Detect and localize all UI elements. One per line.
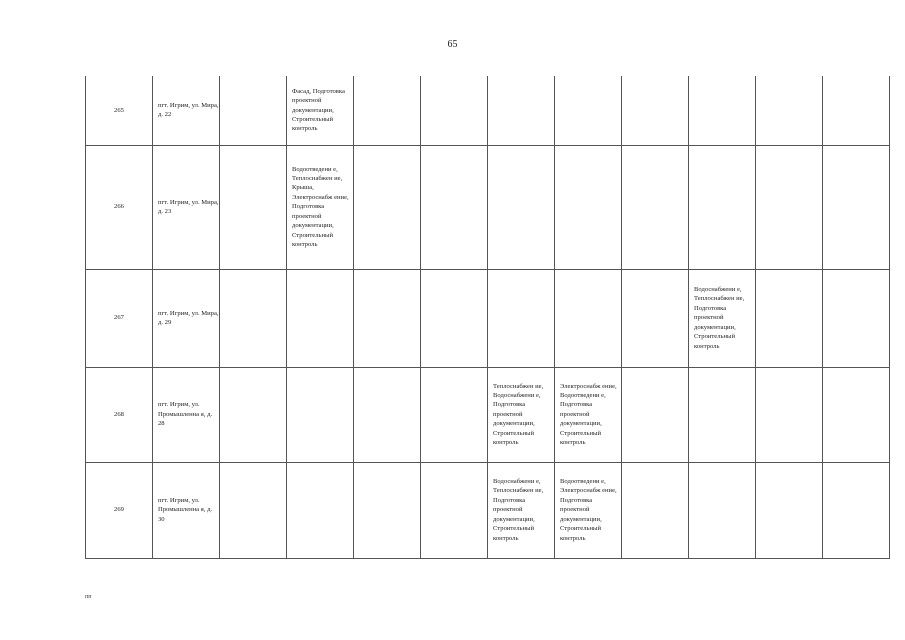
work-cell — [220, 76, 287, 145]
work-cell — [354, 269, 421, 367]
work-cell — [756, 76, 823, 145]
work-cell — [555, 269, 622, 367]
work-cell — [354, 367, 421, 462]
work-cell — [622, 145, 689, 269]
work-cell — [555, 145, 622, 269]
work-cell — [756, 269, 823, 367]
work-cell — [756, 462, 823, 558]
work-cell — [823, 145, 890, 269]
work-cell — [488, 76, 555, 145]
row-number: 266 — [86, 145, 153, 269]
work-cell — [421, 145, 488, 269]
work-cell — [220, 462, 287, 558]
work-cell — [689, 367, 756, 462]
work-cell — [421, 76, 488, 145]
table-row — [86, 145, 890, 269]
page-number: 65 — [447, 39, 458, 50]
work-cell — [756, 145, 823, 269]
table-row — [86, 367, 890, 462]
work-cell: Водоснабжени е, Теплоснабжен ие, Подготовка проектной документации, Строительный контроль — [689, 269, 756, 367]
table-row — [86, 462, 890, 558]
work-cell — [220, 367, 287, 462]
work-cell — [354, 76, 421, 145]
work-cell — [622, 76, 689, 145]
work-cell — [220, 145, 287, 269]
work-cell — [756, 367, 823, 462]
address-cell: пгт. Игрим, ул. Промышленна я, д. 30 — [153, 462, 220, 558]
work-cell — [689, 462, 756, 558]
work-cell — [354, 462, 421, 558]
work-cell: Электроснабж ение, Водоотведени е, Подготовка проектной документации, Строительный контроль — [555, 367, 622, 462]
work-cell — [354, 145, 421, 269]
work-cell — [421, 367, 488, 462]
address-cell: пгт. Игрим, ул. Мира, д. 23 — [153, 145, 220, 269]
work-cell: Водоотведени е, Теплоснабжен ие, Крыша, Электроснабж ение, Подготовка проектной документации, Строительный контроль — [287, 145, 354, 269]
work-cell — [421, 269, 488, 367]
work-cell: Теплоснабжен ие, Водоснабжени е, Подготовка проектной документации, Строительный контроль — [488, 367, 555, 462]
work-cell — [622, 367, 689, 462]
address-cell: пгт. Игрим, ул. Мира, д. 22 — [153, 76, 220, 145]
table-row — [86, 269, 890, 367]
work-cell — [421, 462, 488, 558]
address-cell: пгт. Игрим, ул. Мира, д. 29 — [153, 269, 220, 367]
address-cell: пгт. Игрим, ул. Промышленна я, д. 28 — [153, 367, 220, 462]
work-cell — [689, 76, 756, 145]
row-number: 268 — [86, 367, 153, 462]
row-number: 265 — [86, 76, 153, 145]
work-cell — [220, 269, 287, 367]
work-cell — [823, 462, 890, 558]
work-cell — [488, 145, 555, 269]
table-row — [86, 76, 890, 145]
work-cell — [555, 76, 622, 145]
work-cell: Водоотведени е, Электроснабж ение, Подготовка проектной документации, Строительный контроль — [555, 462, 622, 558]
work-cell: Водоснабжени е, Теплоснабжен ие, Подготовка проектной документации, Строительный контроль — [488, 462, 555, 558]
work-cell: Фасад, Подготовка проектной документации, Строительный контроль — [287, 76, 354, 145]
works-table — [85, 76, 890, 559]
work-cell — [823, 269, 890, 367]
work-cell — [287, 269, 354, 367]
work-cell — [823, 367, 890, 462]
work-cell — [488, 269, 555, 367]
work-cell — [287, 462, 354, 558]
work-cell — [689, 145, 756, 269]
work-cell — [287, 367, 354, 462]
row-number: 269 — [86, 462, 153, 558]
footer-mark: пп — [85, 594, 92, 600]
work-cell — [622, 269, 689, 367]
row-number: 267 — [86, 269, 153, 367]
work-cell — [823, 76, 890, 145]
work-cell — [622, 462, 689, 558]
